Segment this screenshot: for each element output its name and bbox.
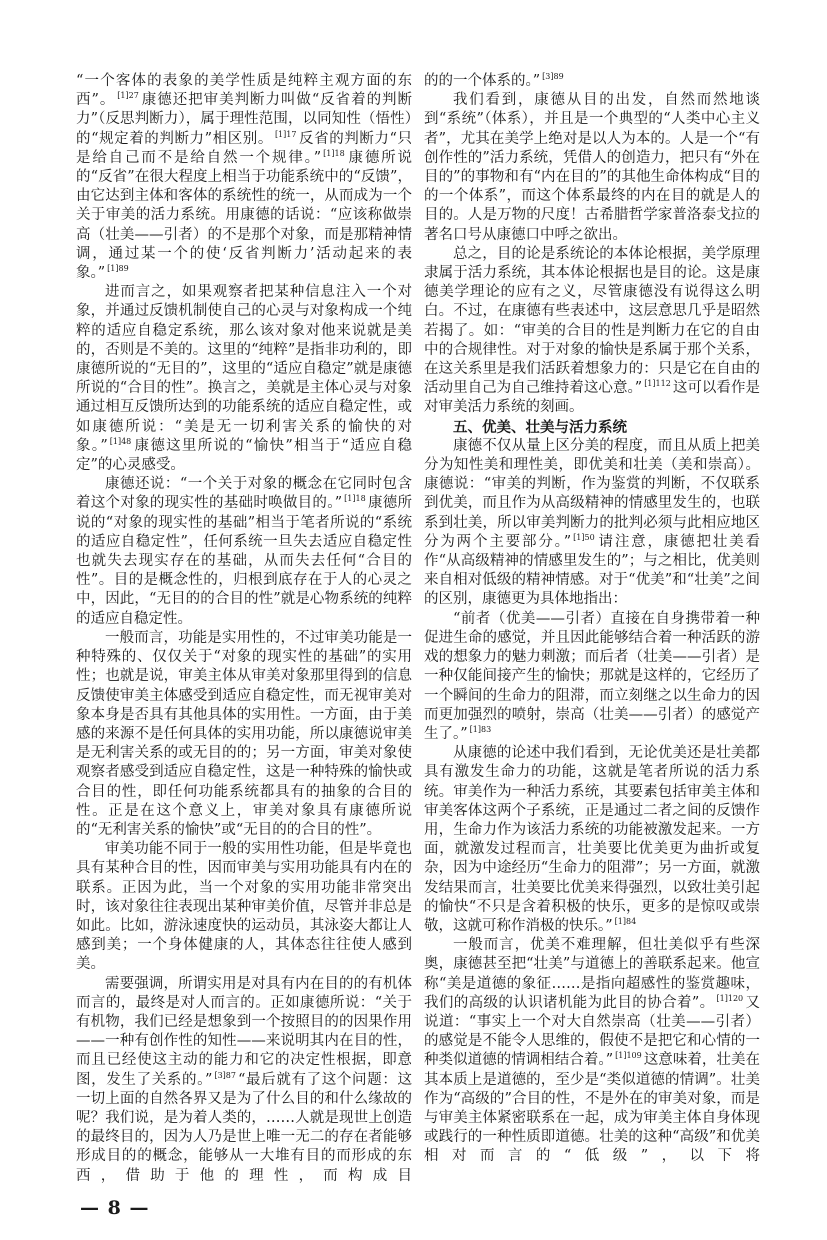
paragraph-text: 请注意，康德把壮美看作“从高级精神的情感里发生的”；与之相比，优美则来自相对低级的精神情感。对于“优美”和“壮美”之间的区别，康德更为具体地指出： [424,533,760,608]
paragraph [76,975,412,1186]
citation-reference: [1]18 [323,148,345,158]
paragraph [424,437,760,610]
paragraph-text: 这可以看作是对审美活力系统的刻画。 [424,380,761,416]
paragraph [76,629,412,840]
paragraph-text: 康德不仅从量上区分美的程度，而且从质上把美分为知性美和理性美，即优美和壮美（美和崇高）。康德说：“审美的判断，作为鉴赏的判断，不仅联系到优美，而且作为从高级精神的情感里发生的，也联系到壮美，所以审美判断力的批判必须与此相应地区分为两个主要部分。” [424,437,760,550]
paragraph [424,91,760,245]
paragraph [424,245,760,418]
right-column [424,72,760,1167]
paragraph-text: 康德还把审美判断力叫做“反省着的判断力”（反思判断力），属于理性范围，以同知性（悟性）的“规定着的判断力”相区别。 [76,92,412,147]
paragraph [76,283,412,475]
paragraph-text: 进而言之，如果观察者把某种信息注入一个对象，并通过反馈机制使自己的心灵与对象构成一个纯粹的适应自稳定系统，那么该对象对他来说就是美的，否则是不美的。这里的“纯粹”是指非功利的，即康德所说的“无目的”，这里的“适应自稳定”就是康德所说的“合目的性”。换言之，美就是主体心灵与对象通过相互反馈所达到的功能系统的适应自稳定性，或如康德所说：“美是无一切利害关系的愉快的对象。” [76,284,412,454]
citation-reference: [1]112 [644,379,671,389]
paragraph-text: 又说道：“事实上一个对大自然崇高（壮美——引者）的感觉是不能令人思维的，假使不是把它和心情的一种类似道德的情调相结合着。” [424,994,761,1069]
citation-reference: [1]109 [615,1051,642,1061]
citation-reference: [3]89 [542,72,564,81]
citation-reference: [1]27 [117,91,139,101]
paragraph-text: 总之，目的论是系统论的本体论根据，美学原理隶属于活力系统，其本体论根据也是目的论。这是康德美学理论的应有之义，尽管康德没有说得这么明白。不过，在康德有些表述中，这层意思几乎是昭然若揭了。如：“审美的合目的性是判断力在它的自由中的合规律性。对于对象的愉快是系属于那个关系，在这关系里是我们活跃着想象力的：只是它在自由的活动里自己为自己维持着这心意。” [424,245,760,397]
citation-reference: [1]120 [716,993,744,1003]
paragraph [424,72,760,91]
paragraph-text: 审美功能不同于一般的实用性功能，但是毕竟也具有某种合目的性，因而审美与实用功能具有内在的联系。正因为此，当一个对象的实用功能非常突出时，该对象往往表现出某种审美价值，尽管并非总是如此。比如，游泳速度快的运动员，其泳姿大都让人感到美；一个身体健康的人，其体态往往使人感到美。 [76,841,412,973]
paragraph-text: 反省的判断力“只是给自己而不是给自然一个规律。” [76,130,412,166]
section-heading: 五、优美、壮美与活力系统 [453,418,627,436]
citation-reference: [1]89 [107,264,129,274]
paragraph-text: 康德所说的“反省”在很大程度上相当于功能系统中的“反馈”，由它达到主体和客体的系统性的统一，从而成为一个关于审美的活力系统。用康德的话说：“应该称做崇高（壮美——引者）的不是那个对象，而是那精神情调，通过某一个的使‘反省判断力’活动起来的表象。” [76,149,413,282]
citation-reference: [1]50 [573,532,595,542]
citation-reference: [1]83 [469,724,492,734]
citation-reference: [1]18 [344,494,366,504]
paragraph-text: 康德所说的“对象的现实性的基础”相当于笔者所说的“系统的适应自稳定性”，任何系统一旦失去适应自稳定性也就失去现实存在的基础，从而失去任何“合目的性”。目的是概念性的，归根到底存在于人的心灵之中，因此，“无目的的合目的性”就是心物系统的纯粹的适应自稳定性。 [76,495,413,627]
paragraph-text: 一般而言，优美不难理解，但壮美似乎有些深奥，康德甚至把“壮美”与道德上的善联系起来。他宣称“美是道德的象征……是指向超感性的鉴赏趣味，我们的高级的认识诸机能为此目的协合着”。 [424,937,760,1011]
paragraph-text: 需要强调，所谓实用是对具有内在目的的有机体而言的，最终是对人而言的。正如康德所说：“关于有机物，我们已经是想象到一个按照目的的因果作用——一种有创作性的知性——来说明其内在目的性，而且已经使这主动的能力和它的决定性根据，即意图，发生了关系的。” [76,975,412,1088]
citation-reference: [1]84 [614,916,637,926]
paragraph [424,936,760,1166]
paragraph-text: 康德还说：“一个关于对象的概念在它同时包含着这个对象的现实性的基础时唤做目的。” [76,476,412,512]
paragraph [424,610,760,744]
left-column [76,72,412,1186]
paragraph [76,475,412,629]
paragraph-text: “最后就有了这个问题：这一切上面的自然各界又是为了什么目的和什么缘故的呢？我们说，是为着人类的，……人就是现世上创造的最终目的，因为人乃是世上唯一无二的存在者能够形成目的的概念，能够从一大堆有目的而形成的东西，借助于他的理性，而构成目 [76,1071,412,1184]
citation-reference: [1]17 [274,129,297,139]
page-number: — 8 — [80,1197,150,1219]
paragraph [76,72,412,283]
paragraph-text: 从康德的论述中我们看到，无论优美还是壮美都具有激发生命力的功能，这就是笔者所说的活力系统。审美作为一种活力系统，其要素包括审美主体和审美客体这两个子系统，正是通过二者之间的反馈作用，生命力作为该活力系统的功能被激发起来。一方面，就激发过程而言，壮美要比优美更为曲折或复杂，因为中途经历“生命力的阻滞”；另一方面，就激发结果而言，壮美要比优美来得强烈，以致壮美引起的愉快“不只是含着积极的快乐，更多的是惊叹或崇敬，这就可称作消极的快乐。” [424,745,760,934]
paragraph [424,744,760,936]
paragraph-text: 这意味着，壮美在其本质上是道德的，至少是“类似道德的情调”。壮美作为“高级的”合目的性，不是外在的审美对象，而是与审美主体紧密联系在一起，成为审美主体自身体现或践行的一种性质即道德。壮美的这种“高级”和优美相对而言的“低级”，以下将 [424,1052,760,1165]
paragraph-text: “一个客体的表象的美学性质是纯粹主观方面的东西”。 [76,73,412,109]
citation-reference: [3]87 [214,1070,236,1080]
paragraph-text: 一般而言，功能是实用性的，不过审美功能是一种特殊的、仅仅关于“对象的现实性的基础”的实用性；也就是说，审美主体从审美对象那里得到的信息反馈使审美主体感受到适应自稳定性，而无视审美对象本身是否具有其他具体的实用性。一方面，由于美感的来源不是任何具体的实用功能，所以康德说审美是无利害关系的或无目的的；另一方面，审美对象使观察者感受到适应自稳定性，这是一种特殊的愉快或合目的性，即任何功能系统都具有的抽象的合目的性。正是在这个意义上，审美对象具有康德所说的“无利害关系的愉快”或“无目的的合目的性”。 [76,629,412,838]
citation-reference: [1]48 [109,436,132,446]
paragraph-text: 我们看到，康德从目的出发，自然而然地谈到“系统”（体系），并且是一个典型的“人类中心主义者”，尤其在美学上绝对是以人为本的。人是一个“有创作性的”活力系统，凭借人的创造力，把只有“外在目的”的事物和有“内在目的”的其他生命体构成“目的的一个体系”，而这个体系最终的内在目的就是人的目的。人是万物的尺度！古希腊哲学家普洛泰戈拉的著名口号从康德口中呼之欲出。 [424,92,760,243]
paragraph-text: “前者（优美——引者）直接在自身携带着一种促进生命的感觉，并且因此能够结合着一种活跃的游戏的想象力的魅力刺激；而后者（壮美——引者）是一种仅能间接产生的愉快；那就是这样的，它经历了一个瞬间的生命力的阻滞，而立刻继之以生命力的因而更加强烈的喷射，崇高（壮美——引者）的感觉产生了。” [424,610,760,742]
paragraph [76,840,412,974]
paragraph-text: 的的一个体系的。” [424,73,541,89]
paragraph-text: 康德这里所说的“愉快”相当于“适应自稳定”的心灵感受。 [76,437,412,474]
